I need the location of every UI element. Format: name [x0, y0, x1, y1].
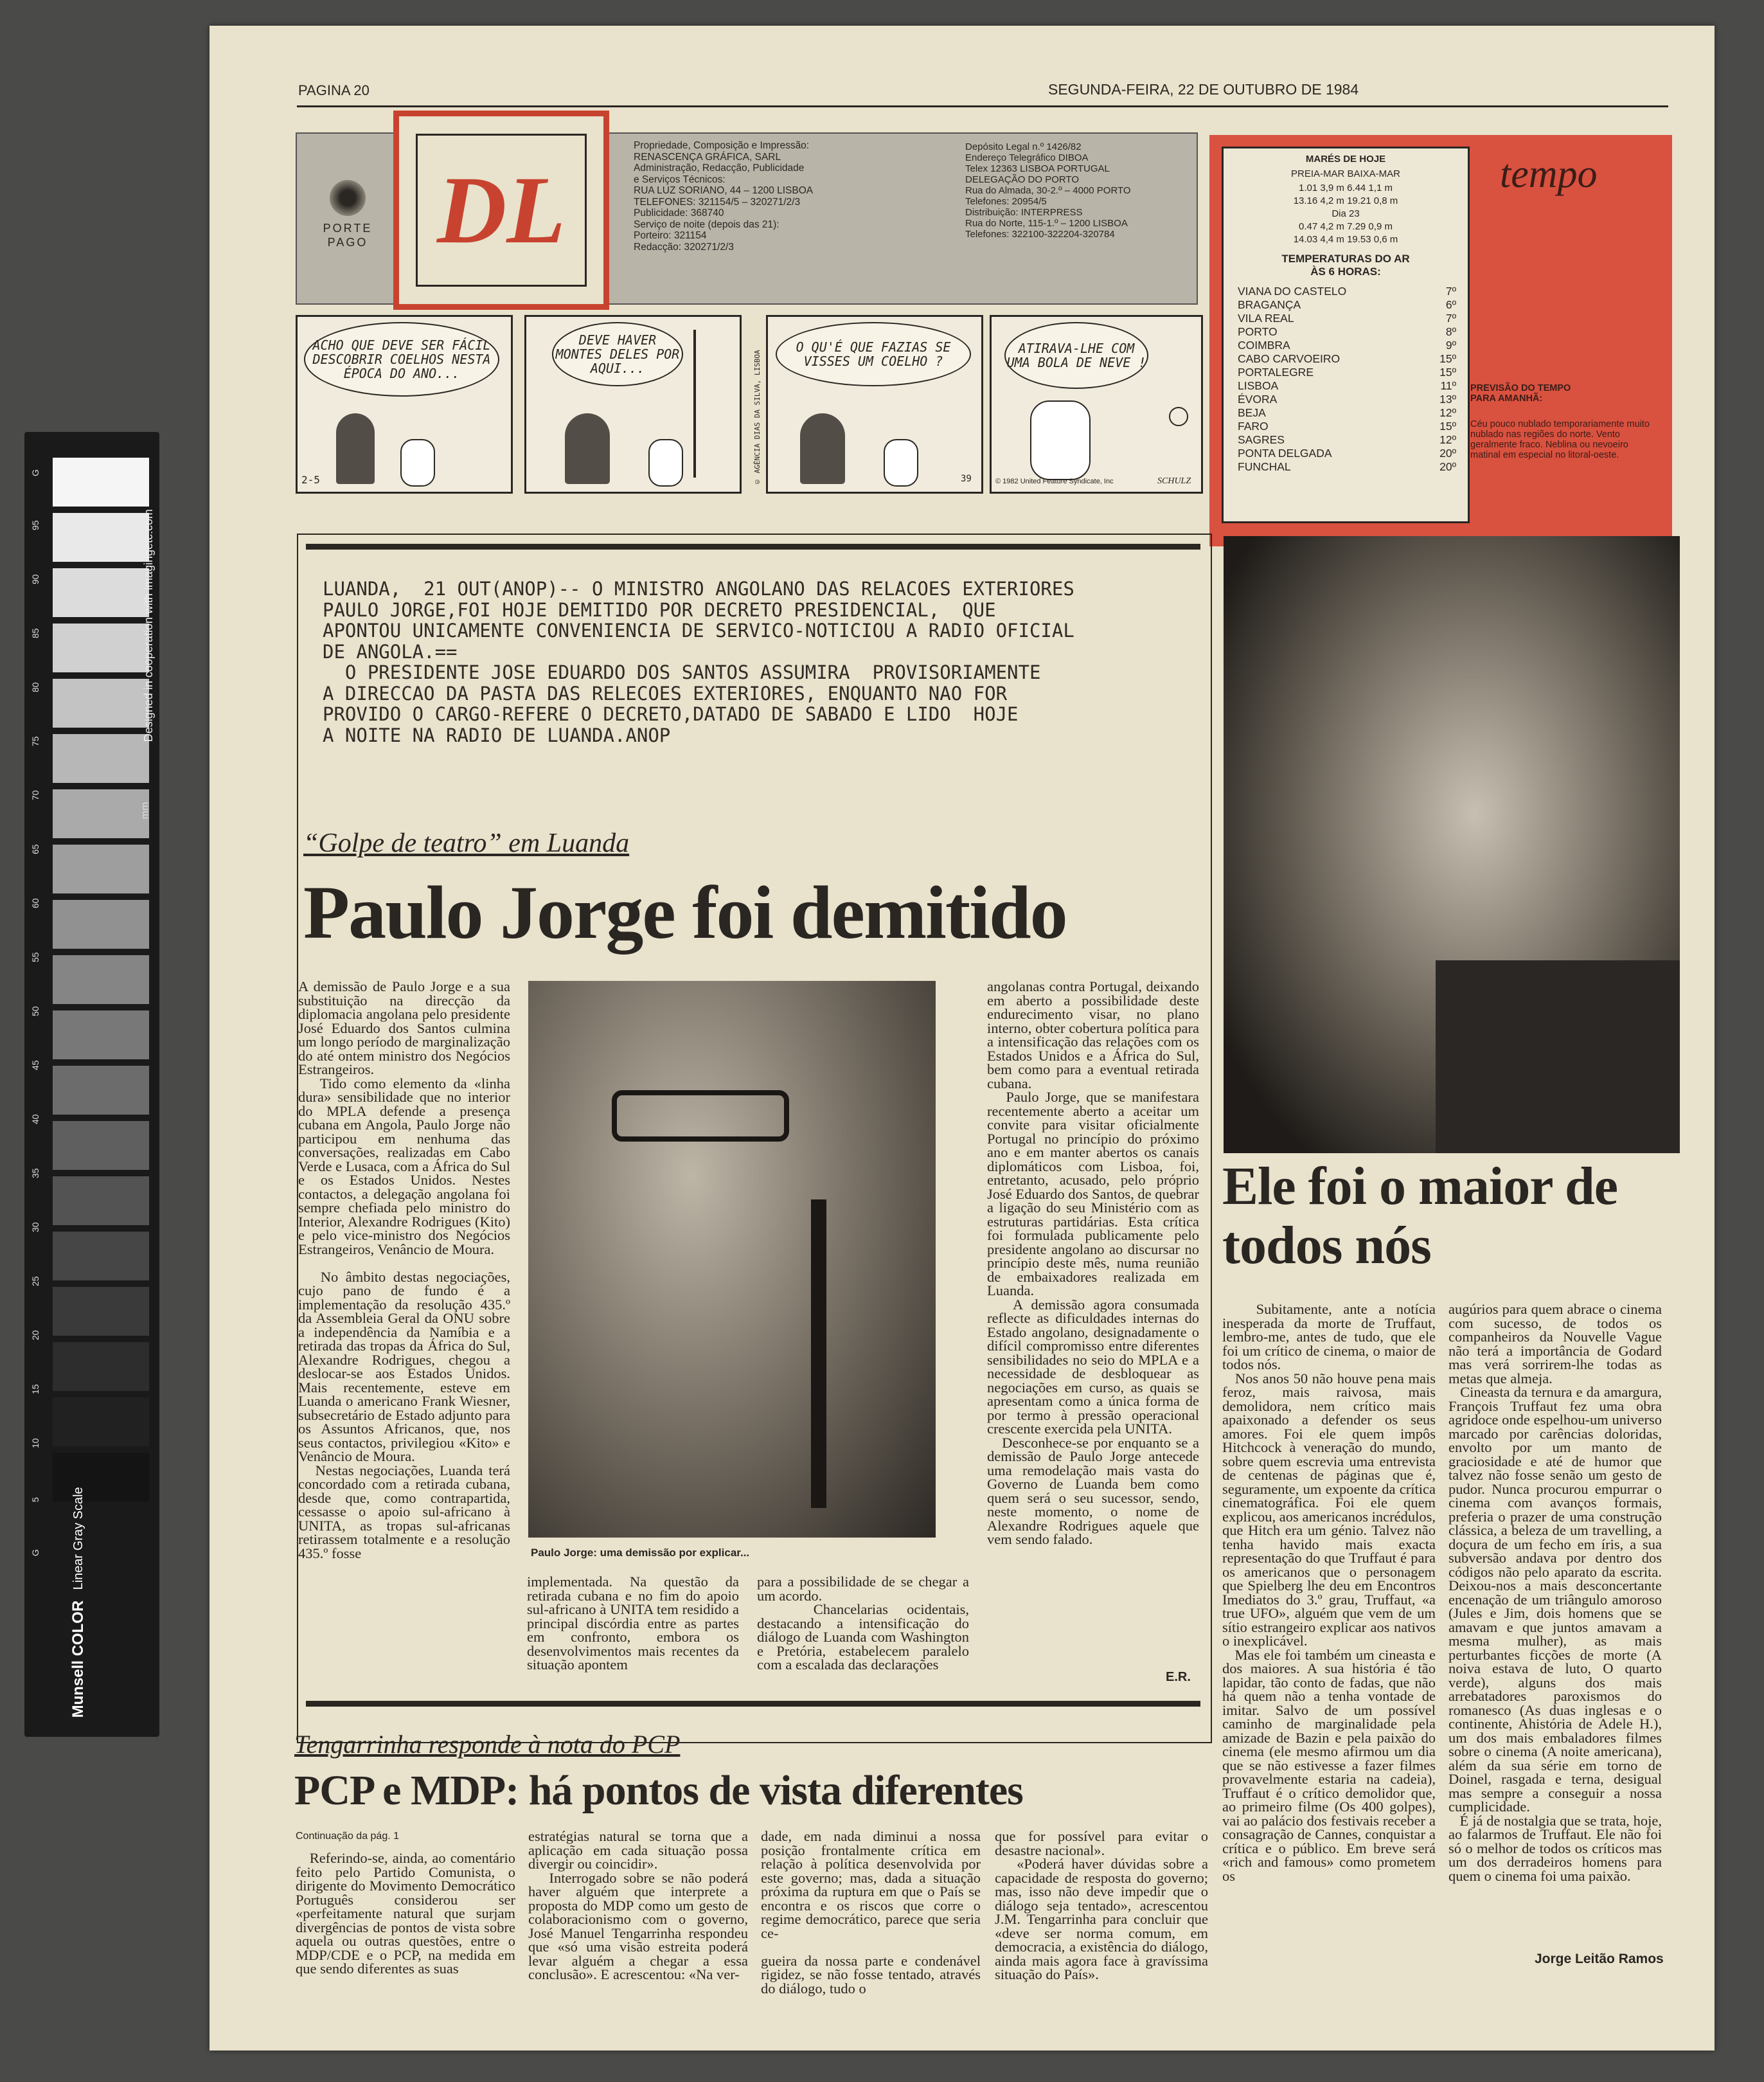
card-brand [69, 1487, 87, 1718]
temperature-row [1238, 312, 1456, 325]
speech-bubble: O QU'É QUE FAZIAS SE VISSES UM COELHO ? [776, 322, 971, 386]
card-brand-name: Munsell COLOR [69, 1600, 87, 1718]
city-name: PORTALEGRE [1238, 366, 1314, 379]
telex-line: PAULO JORGE,FOI HOJE DEMITIDO POR DECRETO PRESIDENCIAL, QUE [323, 598, 996, 621]
tide-row: 13.16 4,2 m 19.21 0,8 m [1293, 195, 1398, 206]
truffaut-col-1: Subitamente, ante a notícia inesperada da morte de Truffaut, lembro-me, antes de tudo, que ele foi um crítico de cinema, o maior de todos nós. Nos anos 50 não houve pena mais feroz, mais raivosa, mais demolidora, nem crítico mais apaixonado a defender os seus amores. Foi ele quem impôs Hitchcock à veneração do mundo, sobre quem escrevia uma entrevista de centenas de páginas que é, seguramente, um expoente da crítica cinematográfica. Foi ele quem explicou, aos americanos incrédulos, que Hitch era um génio. Talvez não tenha havido mais exacta representação do que Truffaut é para os americanos que o personagem que Spielberg lhe deu em Encontros Imediatos do 3.º grau, Truffaut, «a true UFO», alguém que vem de um sítio estrangeiro explicar aos nativos o inexplicável. Mas ele foi também um cineasta e dos maiores. A sua história é tão lapidar, tão conto de fadas, que não há quem não a tenha vontade de imitar. Salvo de um possível caminho de marginalidade pela amizade de Bazin e pela paixão do cinema (ele mesmo afirmou um dia que se não estivesse a fazer filmes provavelmente estaria na cadeia), Truffaut é o crítico demolidor que, ao primeiro filme (Os 400 golpes), vai ao palácio dos festivais receber a consagração de Cannes, conquistar a crítica e o público. Em breve será «rich and famous» como prometem os [1222, 1301, 1436, 1884]
telex-line: A DIRECCAO DA PASTA DAS RELECOES EXTERIORES, ENQUANTO NAO FOR [323, 682, 1008, 704]
gray-patch [53, 734, 149, 783]
gray-scale-label: 10 [30, 1438, 40, 1448]
truffaut-photo [1224, 536, 1680, 1153]
tide-row: 0.47 4,2 m 7.29 0,9 m [1299, 221, 1393, 232]
main-col-3: para a possibilidade de se chegar a um acordo. Chancelarias ocidentais, destacando a intensificação do diálogo de Luanda com Washington e Pretória, estabelecem paralelo com a escalada das declarações [757, 1574, 969, 1673]
snoopy-figure [400, 439, 435, 487]
gray-patch [53, 1397, 149, 1446]
pcp-headline: PCP e MDP: há pontos de vista diferentes [294, 1767, 1023, 1814]
tides-header: PREIA-MAR BAIXA-MAR [1290, 168, 1401, 179]
gray-scale-label: 35 [30, 1168, 40, 1178]
city-name: PORTO [1238, 325, 1278, 338]
comic-signature: SCHULZ [1157, 476, 1191, 486]
tree-icon [693, 330, 696, 478]
gray-scale-label: 75 [30, 736, 40, 746]
temperature-value: 11º [1440, 379, 1456, 392]
gray-scale-label: 80 [30, 682, 40, 692]
truffaut-signature: Jorge Leitão Ramos [1535, 1952, 1664, 1966]
temperature-value: 15º [1439, 420, 1456, 433]
gray-scale-label: 65 [30, 844, 40, 854]
charlie-brown-figure [800, 413, 845, 484]
telex-line: APONTOU UNICAMENTE CONVENIENCIA DE SERVICO-NOTICIOU A RADIO OFICIAL [323, 620, 1074, 642]
weather-title: tempo [1500, 152, 1598, 196]
temperature-value: 20º [1439, 460, 1456, 473]
temperature-value: 20º [1439, 447, 1456, 460]
main-col-1: A demissão de Paulo Jorge e a sua substituição na direcção da diplomacia angolana pelo presidente José Eduardo dos Santos culmina um longo período de marginalização do até ontem ministro dos Negócios Estrangeiros. Tido como elemento da «linha dura» sensibilidade que no interior do MPLA defende a presença cubana em Angola, Paulo Jorge não participou em nenhuma das conversações, realizadas em Cabo Verde e Lusaca, com a África do Sul e os Estados Unidos. Nestes contactos, a delegação angolana foi sempre chefiada pelo ministro do Interior, Alexandre Rodrigues (Kito) e pelo vice-ministro dos Negócios Estrangeiros, Venâncio de Moura. No âmbito destas negociações, cujo pano de fundo é a implementação da resolução 435.º da Assembleia Geral da ONU sobre a independência da Namíbia e a retirada das tropas da África do Sul, Alexandre Rodrigues, chegou a deslocar-se aos Estados Unidos. Mais recentemente, esteve em Luanda o americano Frank Wiesner, subsecretário de Estado adjunto para os Assuntos Africanos, que, nos seus contactos, privilegiou «Kito» e Venâncio de Moura. Nestas negociações, Luanda terá concordado com a retirada cubana, desde que, como contrapartida, cessasse o apoio sul-africano à UNITA, as tropas sul-africanas retirassem totalmente e a resolução 435.º fosse [298, 978, 511, 1561]
temperature-row [1238, 285, 1456, 298]
temperature-value: 6º [1445, 298, 1456, 311]
gray-scale-label: 20 [30, 1330, 40, 1340]
paulo-jorge-photo [528, 981, 936, 1538]
main-headline: Paulo Jorge foi demitido [303, 870, 1067, 955]
snoopy-figure [648, 439, 683, 487]
pcp-col-2: estratégias natural se torna que a aplicação em cada situação possa divergir ou coincidir». Interrogado sobre se não poderá haver alguém que interprete a proposta do MDP como um gesto de colaboracionismo com o governo, José Manuel Tengarrinha respondeu que «só uma visão estreita poderá levar alguém a chegar a essa conclusão». E acrescentou: «Na ver- [528, 1828, 748, 1982]
gray-scale-label: 95 [30, 520, 40, 530]
gray-scale-label: 85 [30, 628, 40, 638]
gray-scale-label: 30 [30, 1222, 40, 1232]
speech-bubble: ACHO QUE DEVE SER FÁCIL DESCOBRIR COELHOS NESTA ÉPOCA DO ANO... [304, 322, 499, 397]
gray-scale-label: G [30, 469, 40, 476]
pcp-kicker: Tengarrinha responde à nota do PCP [294, 1730, 681, 1759]
telex-line: O PRESIDENTE JOSE EDUARDO DOS SANTOS ASSUMIRA PROVISORIAMENTE [323, 661, 1041, 683]
pcp-col-1: Referindo-se, ainda, ao comentário feito pelo Partido Comunista, o dirigente do Movimento Democrático Português considerou ser «perfeitamente natural que surjam divergências de pontos de vista sobre aquela ou outras questões, entre o MDP/CDE e o PCP, na medida em que sendo diferentes as suas [296, 1850, 519, 1977]
jacket-shape [1436, 960, 1680, 1153]
main-col-4: angolanas contra Portugal, deixando em aberto a possibilidade deste endurecimento visar, no plano interno, obter cobertura política para a intensificação das relações com os Estados Unidos e a África do Sul, bem como para a eventual retirada cubana. Paulo Jorge, que se manifestara recentemente aberto a aceitar um convite para visitar oficialmente Portugal no princípio do próximo ano e em manter abertos os canais diplomáticos com Lisboa, foi, entretanto, acusado, pelo próprio José Eduardo dos Santos, de quebrar a ligação do seu Ministério com as estruturas partidárias. Esta crítica foi formulada publicamente pelo presidente angolano ao discursar no princípio deste mês, numa reunião de embaixadores realizada em Luanda. A demissão agora consumada reflecte as dificuldades internas do Estado angolano, designadamente o difícil compromisso entre diferentes sensibilidades no seio do MPLA e a necessidade de desbloquear as negociações em curso, as quais se apresentam como a única forma de por termo à pressão operacional crescente exercida pela UNITA. Desconhece-se por enquanto se a demissão de Paulo Jorge antecede uma remodelação mais vasta do Governo de Luanda bem como quem será o seu sucessor, sendo, neste momento, o nome de Alexandre Rodrigues aquele que vem sendo falado. [987, 978, 1199, 1547]
temperature-value: 9º [1445, 339, 1456, 352]
telex-text [323, 579, 1197, 746]
snowball-icon [1169, 407, 1188, 426]
temperature-value: 12º [1439, 406, 1456, 419]
forecast-text: Céu pouco nublado temporariamente muito nublado nas regiões do norte. Vento geralmente fraco. Neblina ou nevoeiro matinal em especial no litoral-oeste. [1470, 419, 1650, 460]
truffaut-col-2: augúrios para quem abrace o cinema com sucesso, de todos os companheiros da Nouvelle Vague não terá a importância de Godard mas verá sorrirem-lhe todas as metas que almeja. Cineasta da ternura e da amargura, François Truffaut fez uma obra agridoce onde espelhou-um universo marcado por carências doloridas, envolto por um manto de graciosidade e até de humor que talvez não fosse senão um gesto de pudor. Nunca procurou empurrar o cinema com avanços formais, preferia o prazer de uma construção clássica, a beleza de um travelling, a doçura de um fecho em íris, a sua subversão andava por dentro dos códigos não pelo aparato da escrita. Deixou-nos a mais desconcertante encenação de um triângulo amoroso (Jules e Jim, dois homens que se amavam e que juntos amavam a mesma mulher), as mais perturbantes ficções de morte (A noiva estava de luto, O quarto verde), alguns dos mais arrebatadores paroxismos do romanesco (As duas inglesas e o continente, Ahistória de Adele H.), um dos mais embaladores filmes sobre o cinema (A noite americana), além da sua série em torno de Doinel, rasgada e terna, desigual mas sempre a conseguir a nossa cumplicidade. É já de nostalgia que se trata, hoje, ao falarmos de Truffaut. Ele não foi só o melhor de todos os críticos mas um dos derradeiros homens para quem o cinema foi uma paixão. [1448, 1301, 1662, 1884]
comic-panel-3 [766, 315, 983, 494]
comic-number: 39 [961, 474, 972, 484]
gray-patch [53, 1121, 149, 1170]
temperature-row [1238, 460, 1456, 474]
gray-patch [53, 458, 149, 507]
speech-bubble: DEVE HAVER MONTES DELES POR AQUI... [552, 322, 683, 386]
card-subtitle: Linear Gray Scale [71, 1486, 85, 1590]
truffaut-headline: Ele foi o maior de todos nós [1222, 1156, 1618, 1275]
pcp-col-3: dade, em nada diminui a nossa posição frontalmente crítica em relação à política desenvolvida por este governo; mas, dada a situação próxima da ruptura em que o País se encontra e os riscos que corre o regime democrático, parece que seria ce- gueira da nossa parte e condenável rigidez, se não fosse tentado, através do diálogo, tudo o [761, 1828, 981, 1997]
temperature-value: 8º [1445, 325, 1456, 338]
temperature-value: 7º [1445, 312, 1456, 325]
snoopy-figure [884, 439, 918, 487]
temps-title: TEMPERATURAS DO AR ÀS 6 HORAS: [1281, 253, 1410, 278]
comic-strip [296, 287, 1199, 527]
gray-scale-label: 50 [30, 1006, 40, 1016]
city-name: SAGRES [1238, 433, 1285, 446]
charlie-brown-figure [336, 413, 375, 484]
gray-scale-label: 90 [30, 574, 40, 584]
weather-table [1222, 147, 1470, 523]
pcp-continuation: Continuação da pág. 1 [296, 1831, 400, 1842]
gray-patch [53, 900, 149, 949]
card-side-text: Designed in cooperation with imagingetc.com [142, 509, 155, 742]
porte-pago-text: PORTE PAGO [323, 222, 373, 249]
comic-panel-2 [524, 315, 742, 494]
comic-side-credit: © AGÊNCIA DIAS DA SILVA, LISBOA [753, 350, 762, 486]
gray-patch [53, 955, 149, 1004]
gray-patch [53, 568, 149, 617]
temperature-row [1238, 379, 1456, 393]
temperature-value: 12º [1439, 433, 1456, 446]
gray-scale-label: 15 [30, 1384, 40, 1394]
gray-patch [53, 679, 149, 728]
city-name: PONTA DELGADA [1238, 447, 1332, 460]
gray-patch [53, 1066, 149, 1115]
temperature-row [1238, 325, 1456, 339]
temperature-row [1238, 447, 1456, 460]
telex-line: LUANDA, 21 OUT(ANOP)-- O MINISTRO ANGOLANO DAS RELACOES EXTERIORES [323, 578, 1074, 600]
logo: DL [437, 157, 566, 264]
gray-patch [53, 789, 149, 838]
comic-panel-4 [990, 315, 1203, 494]
temperature-row [1238, 420, 1456, 433]
temperature-value: 7º [1445, 285, 1456, 298]
gray-scale-label: 5 [30, 1497, 40, 1502]
snoopy-figure [1030, 400, 1091, 480]
microphone-icon [811, 1199, 826, 1508]
tides-title: MARÉS DE HOJE [1305, 154, 1386, 165]
city-name: FARO [1238, 420, 1269, 433]
gray-patch [53, 1232, 149, 1280]
porte-pago [319, 180, 377, 249]
city-name: FUNCHAL [1238, 460, 1291, 473]
temperature-row [1238, 393, 1456, 406]
gray-scale-label: 60 [30, 898, 40, 908]
main-col-2: implementada. Na questão da retirada cubana e no fim do apoio sul-africano à UNITA tem residido a principal discórdia entre as partes em confronto, embora os desenvolvimentos mais recentes da situação apontem [527, 1574, 743, 1673]
gray-scale-label: 45 [30, 1060, 40, 1070]
forecast-title: PREVISÃO DO TEMPO PARA AMANHÃ: [1470, 383, 1571, 404]
photo-caption: Paulo Jorge: uma demissão por explicar... [531, 1547, 750, 1559]
speech-bubble: ATIRAVA-LHE COM UMA BOLA DE NEVE ! [1004, 322, 1148, 389]
gray-scale-card [24, 432, 159, 1737]
gray-patch [53, 1176, 149, 1225]
telex-line: A NOITE NA RADIO DE LUANDA.ANOP [323, 724, 671, 746]
temperature-row [1238, 352, 1456, 366]
temperature-row [1238, 366, 1456, 379]
gray-patch [53, 1010, 149, 1059]
glasses-icon [612, 1090, 789, 1142]
gray-scale-label: 70 [30, 790, 40, 800]
property-info: Propriedade, Composição e Impressão: RENASCENÇA GRÁFICA, SARL Administração, Redacção, Publicidade e Serviços Técnicos: RUA LUZ SORIANO, 44 – 1200 LISBOA TELEFONES: 321154/5 – 320271/2/3 Publicidade: 368740 Serviço de noite (depois das 21): Porteiro: 321154 Redacção: 320271/2/3 [634, 140, 814, 253]
gray-patch [53, 1287, 149, 1336]
temperature-value: 15º [1439, 352, 1456, 365]
gray-patch [53, 624, 149, 672]
pcp-col-4: que for possível para evitar o desastre nacional». «Poderá haver dúvidas sobre a capacidade de resposta do governo; mas, isso não deve impedir que o diálogo seja tentado», acrescentou J.M. Tengarrinha para concluir que «deve ser norma comum, em democracia, a existência do diálogo, ainda mais agora face à gravíssima situação do País». [995, 1828, 1208, 1982]
temperature-row [1238, 406, 1456, 420]
tide-row: 14.03 4,4 m 19.53 0,6 m [1293, 234, 1398, 245]
city-name: LISBOA [1238, 379, 1279, 392]
crest-icon [330, 180, 366, 216]
temperature-row [1238, 339, 1456, 352]
telex-line: DE ANGOLA.== [323, 640, 458, 663]
main-kicker: “Golpe de teatro” em Luanda [303, 829, 630, 858]
tide-row: Dia 23 [1332, 208, 1360, 219]
deposit-info: Depósito Legal n.º 1426/82 Endereço Telegráfico DIBOA Telex 12363 LISBOA PORTUGAL DELEGAÇÃO DO PORTO Rua do Almada, 30-2.º – 4000 PORTO Telefones: 20954/5 Distribuição: INTERPRESS Rua do Norte, 115-1.º – 1200 LISBOA Telefones: 322100-322204-320784 [965, 141, 1131, 240]
gray-scale-label: 55 [30, 952, 40, 962]
gray-patch [53, 845, 149, 893]
charlie-brown-figure [565, 413, 610, 484]
gray-scale-label: G [30, 1549, 40, 1556]
gray-patch [53, 1453, 149, 1502]
city-name: BEJA [1238, 406, 1266, 419]
logo-box [393, 111, 609, 310]
telex-line: PROVIDO O CARGO-REFERE O DECRETO,DATADO DE SABADO E LIDO HOJE [323, 703, 1019, 725]
comic-number: 2-5 [301, 474, 320, 486]
temperature-row [1238, 298, 1456, 312]
gray-scale-label: 40 [30, 1114, 40, 1124]
city-name: ÉVORA [1238, 393, 1278, 406]
newspaper-page [209, 26, 1715, 2051]
temperature-value: 13º [1439, 393, 1456, 406]
main-signature: E.R. [1166, 1670, 1191, 1684]
comic-panel-1 [296, 315, 513, 494]
page-number: PAGINA 20 [298, 82, 370, 98]
comic-copyright: © 1982 United Feature Syndicate, Inc [995, 478, 1114, 485]
temperature-value: 15º [1439, 366, 1456, 379]
gray-scale-label: 25 [30, 1276, 40, 1286]
issue-date: SEGUNDA-FEIRA, 22 DE OUTUBRO DE 1984 [1048, 81, 1359, 98]
gray-patch [53, 513, 149, 562]
city-name: CABO CARVOEIRO [1238, 352, 1341, 365]
tide-row: 1.01 3,9 m 6.44 1,1 m [1299, 183, 1393, 193]
city-name: COIMBRA [1238, 339, 1290, 352]
card-mm-label: mm [139, 802, 151, 820]
gray-patch [53, 1342, 149, 1391]
city-name: BRAGANÇA [1238, 298, 1301, 311]
city-name: VILA REAL [1238, 312, 1294, 325]
temperature-row [1238, 433, 1456, 447]
city-name: VIANA DO CASTELO [1238, 285, 1347, 298]
